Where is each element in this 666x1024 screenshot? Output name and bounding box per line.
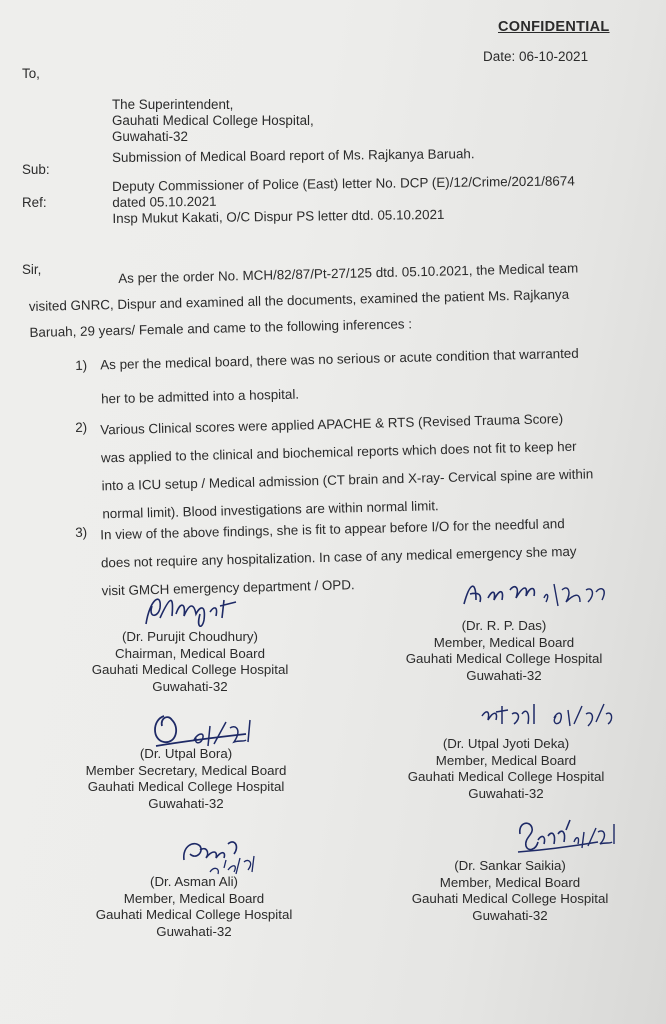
inference-number: 2) [75, 419, 88, 435]
inference-line: normal limit). Blood investigations are within normal limit. [102, 498, 439, 522]
signature-rp-das [458, 572, 618, 621]
inference-line: visit GMCH emergency department / OPD. [101, 577, 355, 599]
signatory-institution: Gauhati Medical College Hospital [407, 769, 605, 784]
signatory-chairman [70, 629, 310, 695]
signatory-role: Member, Medical Board [123, 890, 265, 906]
signatory-name: (Dr. Sankar Saikia) [454, 858, 566, 873]
inference-line: does not require any hospitalization. In case of any medical emergency she may [100, 543, 577, 571]
signatory-member-sankar-saikia [390, 858, 630, 924]
signatory-name: (Dr. R. P. Das) [461, 618, 547, 633]
to-label: To, [22, 66, 40, 81]
inference-line: As per the medical board, there was no serious or acute condition that warranted [100, 345, 579, 373]
inference-number: 1) [75, 357, 88, 373]
reference-line: Insp Mukut Kakati, O/C Dispur PS letter dtd. 05.10.2021 [112, 206, 445, 226]
recipient-address [112, 97, 314, 145]
address-line: Guwahati-32 [112, 129, 188, 144]
signatory-institution: Gauhati Medical College Hospital [87, 779, 285, 794]
subject-text: Submission of Medical Board report of Ms. Rajkanya Baruah. [112, 146, 475, 165]
reference-text [112, 173, 575, 227]
signatory-name: (Dr. Utpal Jyoti Deka) [442, 736, 570, 751]
signatory-institution: Gauhati Medical College Hospital [405, 651, 603, 666]
reference-line: dated 05.10.2021 [112, 193, 217, 210]
signatory-role: Member Secretary, Medical Board [85, 762, 287, 778]
signatory-member-rp-das [384, 618, 624, 684]
signature-utpal-deka [478, 696, 628, 739]
signatory-institution: Gauhati Medical College Hospital [95, 907, 293, 922]
inference-number: 3) [75, 524, 88, 540]
inference-line: Various Clinical scores were applied APACHE & RTS (Revised Trauma Score) [100, 411, 564, 438]
signatory-city: Guwahati-32 [468, 785, 544, 801]
inference-line: her to be admitted into a hospital. [100, 386, 300, 407]
signatory-city: Guwahati-32 [466, 667, 542, 683]
signatory-role: Chairman, Medical Board [114, 645, 266, 661]
signatory-name: (Dr. Asman Ali) [150, 874, 238, 889]
signatory-name: (Dr. Purujit Choudhury) [122, 629, 258, 644]
subject-label: Sub: [22, 162, 50, 177]
signatory-city: Guwahati-32 [152, 678, 228, 694]
signatory-role: Member, Medical Board [433, 634, 575, 650]
signatory-role: Member, Medical Board [435, 752, 577, 768]
signatory-name: (Dr. Utpal Bora) [139, 746, 233, 761]
body-paragraph [28, 254, 630, 346]
signatory-institution: Gauhati Medical College Hospital [411, 891, 609, 906]
signature-sankar-saikia [514, 812, 624, 863]
inference-line: into a ICU setup / Medical admission (CT brain and X-ray- Cervical spine are within [101, 466, 594, 494]
inference-line: In view of the above findings, she is fit to appear before I/O for the needful and [100, 516, 565, 543]
address-line: The Superintendent, [112, 97, 234, 112]
reference-line: Deputy Commissioner of Police (East) letter No. DCP (E)/12/Crime/2021/8674 [112, 173, 575, 194]
body-line: visited GNRC, Dispur and examined all the documents, examined the patient Ms. Rajkanya [28, 286, 570, 314]
address-line: Gauhati Medical College Hospital, [112, 113, 314, 128]
salutation: Sir, [22, 262, 42, 277]
signatory-institution: Gauhati Medical College Hospital [91, 662, 289, 677]
inference-line: was applied to the clinical and biochemical reports which does not fit to keep her [100, 438, 577, 466]
letter-date: Date: 06-10-2021 [483, 49, 589, 64]
signatory-city: Guwahati-32 [472, 907, 548, 923]
inference-item [75, 341, 630, 407]
signatory-city: Guwahati-32 [148, 795, 224, 811]
reference-label: Ref: [22, 195, 47, 210]
signatory-city: Guwahati-32 [156, 923, 232, 939]
signatory-member-utpal-deka [386, 736, 626, 802]
body-line: As per the order No. MCH/82/87/Pt-27/125 dtd. 05.10.2021, the Medical team [118, 260, 579, 286]
confidential-stamp: CONFIDENTIAL [498, 19, 610, 35]
signatory-role: Member, Medical Board [439, 874, 581, 890]
body-line: Baruah, 29 years/ Female and came to the following inferences : [29, 316, 413, 340]
signatory-member-asman-ali [74, 874, 314, 940]
signatory-member-secretary [66, 746, 306, 812]
